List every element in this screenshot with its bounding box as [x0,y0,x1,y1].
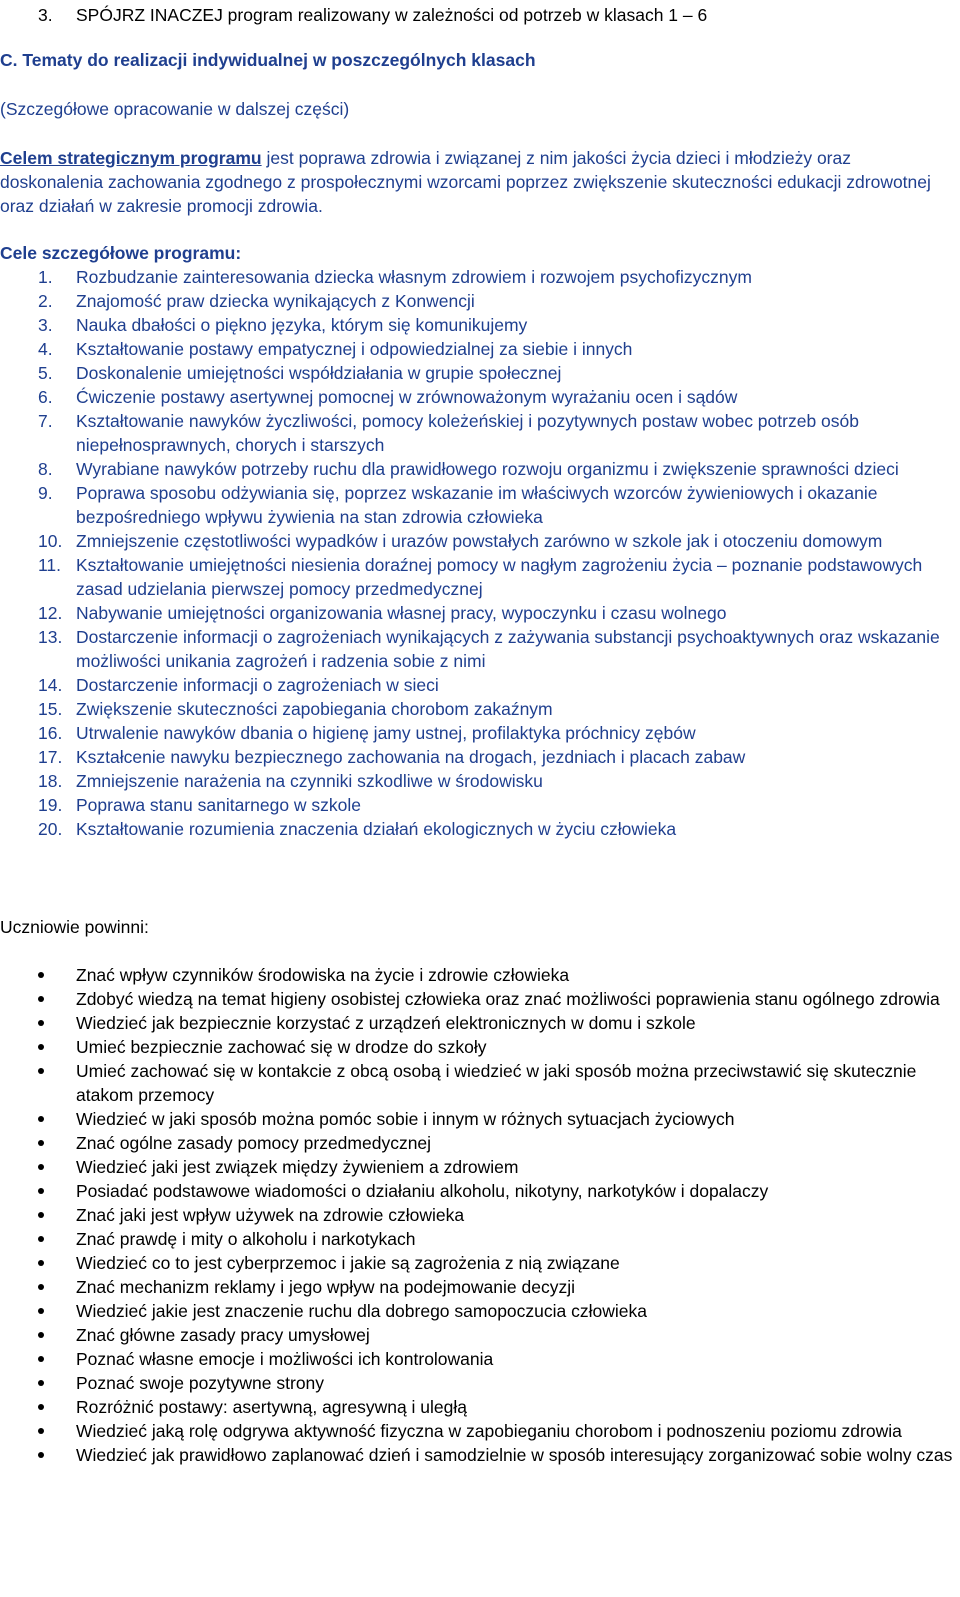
goal-number: 3. [38,315,53,335]
outcome-text: Znać ogólne zasady pomocy przedmedycznej [76,1133,432,1153]
goal-item [0,817,955,841]
outcome-text: Wiedzieć jak prawidłowo zaplanować dzień i samodzielnie w sposób interesujący zorganizować sobie wolny czas [76,1445,953,1465]
goal-text: Kształtowanie postawy empatycznej i odpowiedzialnej za siebie i innych [76,339,633,359]
bullet-icon [38,1188,44,1194]
outcome-text: Wiedzieć jak bezpiecznie korzystać z urządzeń elektronicznych w domu i szkole [76,1013,696,1033]
bullet-icon [38,1140,44,1146]
outcome-text: Wiedzieć jaki jest związek między żywieniem a zdrowiem [76,1157,519,1177]
section-3-text: SPÓJRZ INACZEJ program realizowany w zależności od potrzeb w klasach 1 – 6 [76,5,708,25]
outcome-item [0,1227,955,1251]
outcome-text: Znać jaki jest wpływ używek na zdrowie człowieka [76,1205,465,1225]
goal-number: 13. [38,627,63,647]
goal-number: 15. [38,699,63,719]
bullet-icon [38,1308,44,1314]
outcome-text: Umieć bezpiecznie zachować się w drodze do szkoły [76,1037,487,1057]
strategic-goal-text: jest poprawa zdrowia i związanej z nim jakości życia dzieci i młodzieży oraz doskonalenia zachowania zgodnego z prospołecznymi wzorcami poprzez zwiększenie skuteczności edukacji zdrowotnej oraz działań w zakresie promocji zdrowia. [0,148,931,216]
outcome-text: Wiedzieć jaką rolę odgrywa aktywność fizyczna w zapobieganiu chorobom i podnoszeniu poziomu zdrowia [76,1421,902,1441]
goal-number: 16. [38,723,63,743]
outcome-text: Znać mechanizm reklamy i jego wpływ na podejmowanie decyzji [76,1277,575,1297]
goal-number: 6. [38,387,53,407]
bullet-icon [38,1020,44,1026]
goal-text: Poprawa stanu sanitarnego w szkole [76,795,362,815]
outcome-text: Poznać własne emocje i możliwości ich kontrolowania [76,1349,494,1369]
goal-number: 19. [38,795,63,815]
outcome-item [0,1443,955,1467]
outcome-text: Rozróżnić postawy: asertywną, agresywną i uległą [76,1397,468,1417]
goal-text: Kształcenie nawyku bezpiecznego zachowania na drogach, jezdniach i placach zabaw [76,747,746,767]
goal-item [0,553,955,601]
bullet-icon [38,1428,44,1434]
bullet-icon [38,1068,44,1074]
outcome-text: Posiadać podstawowe wiadomości o działaniu alkoholu, nikotyny, narkotyków i dopalaczy [76,1181,769,1201]
goal-item [0,385,955,409]
bullet-icon [38,972,44,978]
goal-number: 11. [38,555,62,575]
section-c-heading: C. Tematy do realizacji indywidualnej w poszczególnych klasach [0,50,536,70]
outcome-text: Umieć zachować się w kontakcie z obcą osobą i wiedzieć w jaki sposób można przeciwstawić się skutecznie atakom przemocy [76,1061,917,1105]
goal-text: Zmniejszenie częstotliwości wypadków i urazów powstałych zarówno w szkole jak i otoczeniu domowym [76,531,883,551]
goal-item [0,601,955,625]
goal-item [0,697,955,721]
goal-number: 17. [38,747,63,767]
goal-number: 20. [38,819,63,839]
outcome-text: Poznać swoje pozytywne strony [76,1373,325,1393]
goal-text: Zmniejszenie narażenia na czynniki szkodliwe w środowisku [76,771,543,791]
goal-item [0,313,955,337]
goal-number: 10. [38,531,63,551]
outcome-item [0,1251,955,1275]
goal-text: Dostarczenie informacji o zagrożeniach w sieci [76,675,439,695]
goal-item [0,769,955,793]
bullet-icon [38,1380,44,1386]
goal-text: Ćwiczenie postawy asertywnej pomocnej w zrównoważonym wyrażaniu ocen i sądów [76,387,738,407]
bullet-icon [38,1284,44,1290]
goal-item [0,793,955,817]
goal-text: Poprawa sposobu odżywiania się, poprzez wskazanie im właściwych wzorców żywieniowych i okazanie bezpośredniego wpływu żywienia na stan zdrowia człowieka [76,483,878,527]
strategic-goal-paragraph [0,146,955,218]
bullet-icon [38,1116,44,1122]
outcome-text: Wiedzieć co to jest cyberprzemoc i jakie są zagrożenia z nią związane [76,1253,620,1273]
bullet-icon [38,1356,44,1362]
goal-text: Kształtowanie rozumienia znaczenia działań ekologicznych w życiu człowieka [76,819,677,839]
goal-item [0,337,955,361]
goal-item [0,625,955,673]
bullet-icon [38,1260,44,1266]
bullet-icon [38,1452,44,1458]
goal-text: Utrwalenie nawyków dbania o higienę jamy ustnej, profilaktyka próchnicy zębów [76,723,696,743]
goal-item [0,721,955,745]
goal-number: 5. [38,363,53,383]
goal-text: Doskonalenie umiejętności współdziałania w grupie społecznej [76,363,562,383]
bullet-icon [38,1044,44,1050]
outcome-item [0,1203,955,1227]
outcome-item [0,1131,955,1155]
bullet-icon [38,1404,44,1410]
outcome-text: Wiedzieć jakie jest znaczenie ruchu dla dobrego samopoczucia człowieka [76,1301,647,1321]
goal-text: Dostarczenie informacji o zagrożeniach wynikających z zażywania substancji psychoaktywnych oraz wskazanie możliwości unikania zagrożeń i radzenia sobie z nimi [76,627,940,671]
bullet-icon [38,996,44,1002]
student-outcomes-list [0,963,955,1467]
goal-number: 14. [38,675,63,695]
goal-number: 4. [38,339,53,359]
outcome-item [0,1347,955,1371]
goal-text: Znajomość praw dziecka wynikających z Konwencji [76,291,475,311]
bullet-icon [38,1164,44,1170]
goal-number: 7. [38,411,53,431]
bullet-icon [38,1236,44,1242]
detailed-goals-list [0,265,955,841]
section-c-subtitle: (Szczegółowe opracowanie w dalszej części) [0,99,350,119]
goal-item [0,481,955,529]
strategic-goal-lead: Celem strategicznym programu [0,148,262,168]
bullet-icon [38,1212,44,1218]
goal-text: Rozbudzanie zainteresowania dziecka własnym zdrowiem i rozwojem psychofizycznym [76,267,752,287]
goal-text: Kształtowanie umiejętności niesienia doraźnej pomocy w nagłym zagrożeniu życia – poznanie podstawowych zasad udzielania pierwszej pomocy przedmedycznej [76,555,923,599]
outcome-text: Zdobyć wiedzą na temat higieny osobistej człowieka oraz znać możliwości poprawienia stanu ogólnego zdrowia [76,989,940,1009]
goal-number: 8. [38,459,53,479]
goal-number: 2. [38,291,53,311]
section-3-number: 3. [38,5,53,25]
outcome-item [0,1395,955,1419]
outcome-item [0,963,955,987]
outcome-item [0,1059,955,1107]
outcome-text: Wiedzieć w jaki sposób można pomóc sobie i innym w różnych sytuacjach życiowych [76,1109,735,1129]
goal-item [0,265,955,289]
goal-item [0,457,955,481]
outcome-text: Znać główne zasady pracy umysłowej [76,1325,370,1345]
outcome-item [0,1299,955,1323]
goal-item [0,745,955,769]
goal-number: 12. [38,603,63,623]
outcome-text: Znać prawdę i mity o alkoholu i narkotykach [76,1229,416,1249]
outcome-item [0,1155,955,1179]
goal-text: Zwiększenie skuteczności zapobiegania chorobom zakaźnym [76,699,553,719]
goal-text: Kształtowanie nawyków życzliwości, pomocy koleżeńskiej i pozytywnych postaw wobec potrzeb osób niepełnosprawnych, chorych i starszych [76,411,859,455]
outcome-item [0,1179,955,1203]
outcome-item [0,1371,955,1395]
outcome-item [0,1035,955,1059]
outcome-item [0,1323,955,1347]
goal-item [0,673,955,697]
goal-item [0,289,955,313]
goal-text: Nauka dbałości o piękno języka, którym się komunikujemy [76,315,528,335]
outcome-item [0,1011,955,1035]
goal-text: Wyrabiane nawyków potrzeby ruchu dla prawidłowego rozwoju organizmu i zwiększenie sprawności dzieci [76,459,899,479]
goal-item [0,361,955,385]
students-heading: Uczniowie powinni: [0,917,149,937]
goal-text: Nabywanie umiejętności organizowania własnej pracy, wypoczynku i czasu wolnego [76,603,727,623]
outcome-text: Znać wpływ czynników środowiska na życie i zdrowie człowieka [76,965,570,985]
bullet-icon [38,1332,44,1338]
goal-number: 18. [38,771,63,791]
outcome-item [0,1419,955,1443]
goal-item [0,529,955,553]
goal-item [0,409,955,457]
outcome-item [0,1275,955,1299]
outcome-item [0,1107,955,1131]
goal-number: 9. [38,483,53,503]
detailed-goals-heading: Cele szczegółowe programu: [0,243,242,263]
goal-number: 1. [38,267,53,287]
outcome-item [0,987,955,1011]
